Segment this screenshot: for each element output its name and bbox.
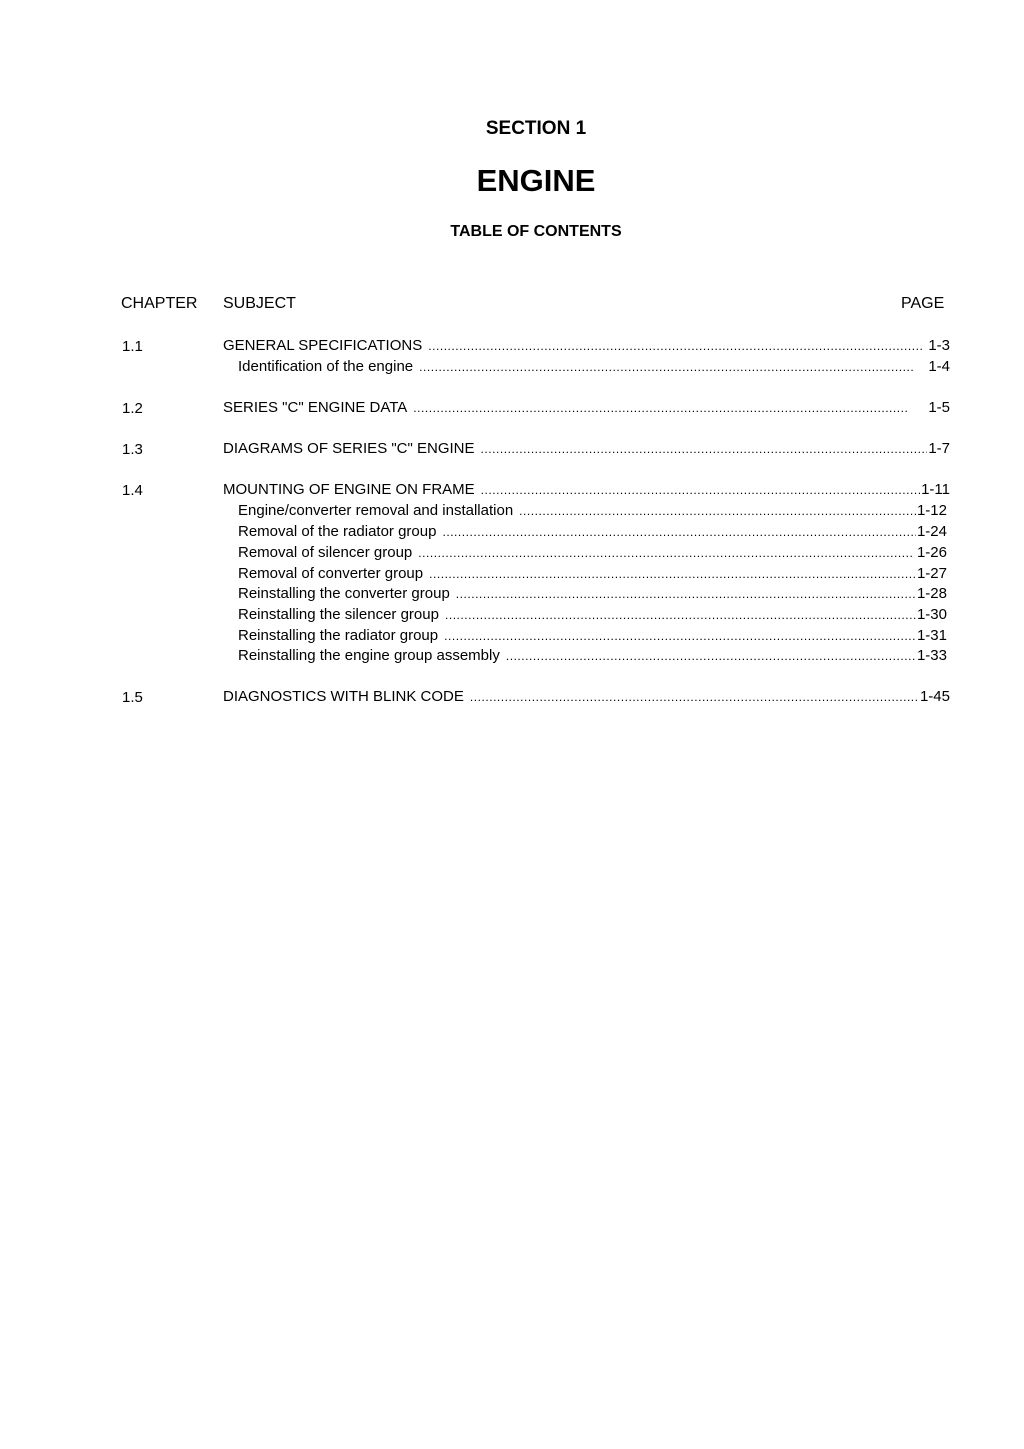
toc-page: 1-5	[928, 399, 950, 416]
toc-subentry[interactable]	[238, 626, 947, 646]
toc-page: 1-31	[916, 627, 947, 644]
toc-page: 1-4	[928, 358, 950, 375]
toc-page: 1-11	[921, 481, 950, 498]
toc-subentry[interactable]	[238, 584, 947, 604]
toc-subject: DIAGNOSTICS WITH BLINK CODE	[223, 688, 464, 705]
dot-leader	[519, 501, 916, 521]
toc-page: 1-45	[919, 688, 950, 705]
dot-leader	[470, 687, 919, 707]
chapter-number: 1.3	[122, 441, 143, 458]
page-title: ENGINE	[476, 163, 596, 198]
toc-subject: Engine/converter removal and installation	[238, 502, 514, 519]
dot-leader	[481, 439, 928, 459]
toc-subentry[interactable]	[238, 564, 947, 584]
dot-leader	[481, 480, 920, 500]
dot-leader	[413, 398, 927, 418]
toc-page: 1-3	[928, 337, 950, 354]
toc-subject: MOUNTING OF ENGINE ON FRAME	[223, 481, 475, 498]
toc-subentry[interactable]	[238, 501, 947, 521]
dot-leader	[418, 543, 916, 563]
toc-page: 1-28	[916, 585, 947, 602]
toc-subentry[interactable]	[238, 522, 947, 542]
dot-leader	[506, 646, 916, 666]
toc-subject: Reinstalling the silencer group	[238, 606, 439, 623]
toc-subject: Reinstalling the radiator group	[238, 627, 439, 644]
toc-subject: Removal of the radiator group	[238, 523, 437, 540]
toc-page: 1-24	[916, 523, 947, 540]
toc-entry[interactable]	[223, 398, 950, 418]
toc-entry[interactable]	[223, 336, 950, 356]
chapter-number: 1.2	[122, 400, 143, 417]
dot-leader	[429, 564, 916, 584]
toc-page: 1-26	[916, 544, 947, 561]
dot-leader	[442, 522, 916, 542]
toc-page: 1-33	[916, 647, 947, 664]
toc-page: 1-30	[916, 606, 947, 623]
toc-entry[interactable]	[223, 480, 950, 500]
toc-subject: Identification of the engine	[238, 358, 414, 375]
chapter-number: 1.1	[122, 338, 143, 355]
dot-leader	[444, 626, 916, 646]
toc-subentry[interactable]	[238, 357, 950, 377]
chapter-number: 1.4	[122, 482, 143, 499]
dot-leader	[456, 584, 916, 604]
dot-leader	[419, 357, 927, 377]
column-header-chapter: CHAPTER	[121, 295, 198, 312]
chapter-number: 1.5	[122, 689, 143, 706]
toc-page: 1-12	[916, 502, 947, 519]
toc-subentry[interactable]	[238, 646, 947, 666]
toc-entry[interactable]	[223, 439, 950, 459]
toc-subject: Reinstalling the engine group assembly	[238, 647, 500, 664]
toc-page: 1-7	[928, 440, 950, 457]
dot-leader	[428, 336, 927, 356]
dot-leader	[445, 605, 916, 625]
column-header-page: PAGE	[901, 295, 945, 312]
section-label: SECTION 1	[485, 118, 587, 139]
toc-subentry[interactable]	[238, 543, 947, 563]
toc-subject: DIAGRAMS OF SERIES "C" ENGINE	[223, 440, 475, 457]
toc-subject: Reinstalling the converter group	[238, 585, 450, 602]
toc-subject: SERIES "C" ENGINE DATA	[223, 399, 408, 416]
toc-subentry[interactable]	[238, 605, 947, 625]
toc-heading: TABLE OF CONTENTS	[450, 223, 622, 240]
toc-entry[interactable]	[223, 687, 950, 707]
column-header-subject: SUBJECT	[223, 295, 296, 312]
toc-subject: Removal of converter group	[238, 565, 424, 582]
toc-subject: GENERAL SPECIFICATIONS	[223, 337, 423, 354]
toc-page: 1-27	[916, 565, 947, 582]
toc-subject: Removal of silencer group	[238, 544, 413, 561]
